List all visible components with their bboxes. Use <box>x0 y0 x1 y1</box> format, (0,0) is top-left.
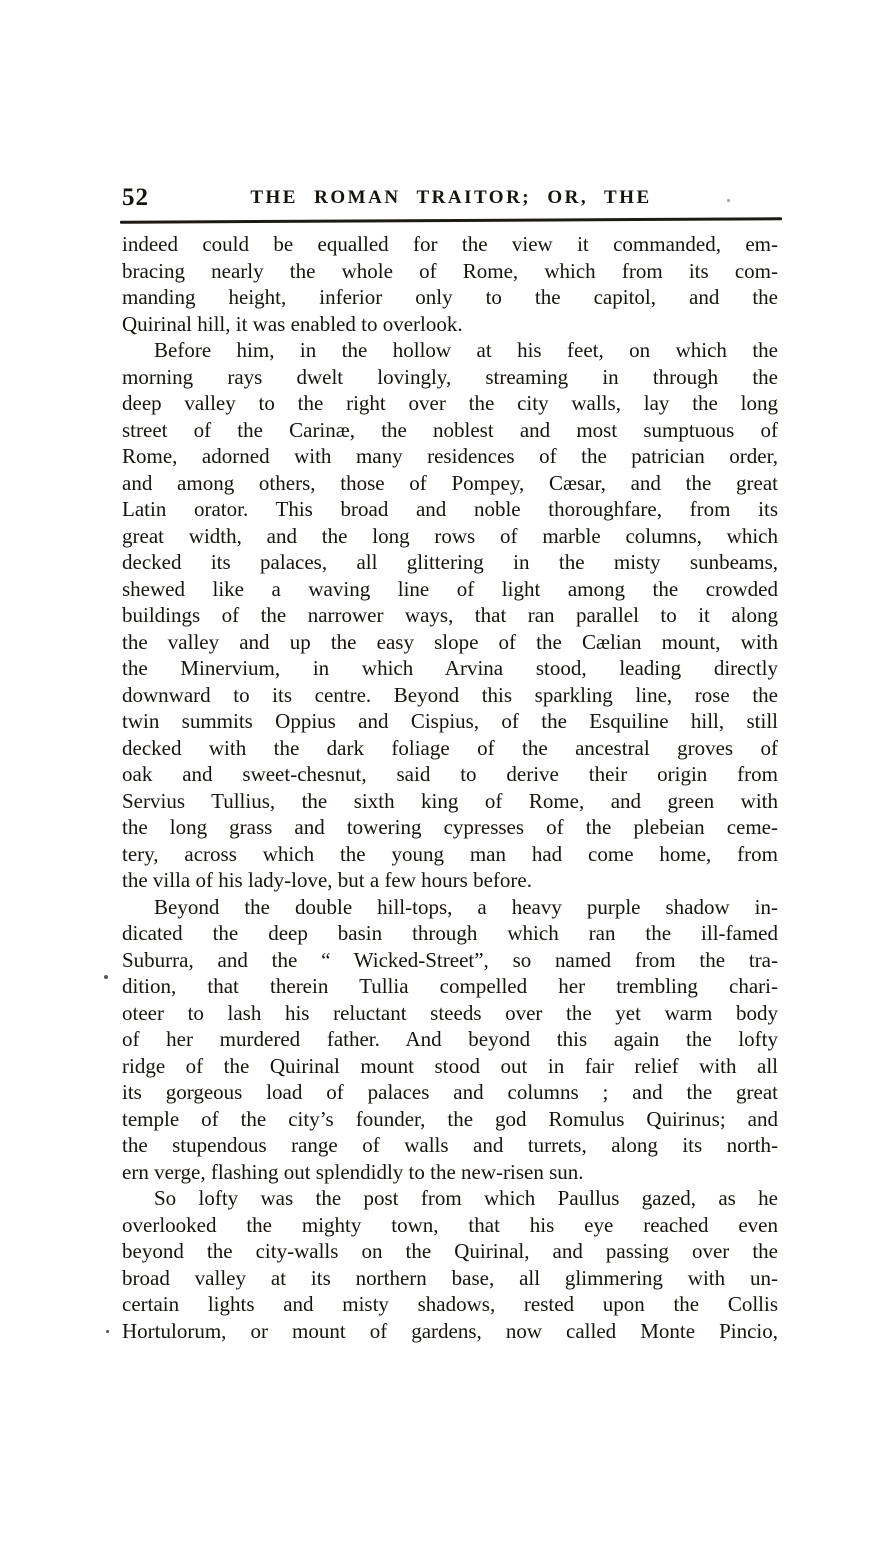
scan-speck <box>727 199 730 202</box>
text-line: manding height, inferior only to the capitol, and the <box>122 285 778 309</box>
text-line: shewed like a waving line of light among the crowded <box>122 576 778 601</box>
paragraph <box>122 1185 778 1344</box>
text-line: ridge of the Quirinal mount stood out in fair relief with all <box>122 1053 778 1078</box>
text-line: temple of the city’s founder, the god Romulus Quirinus; and <box>122 1106 778 1131</box>
text-line: the stupendous range of walls and turrets, along its north- <box>122 1133 778 1157</box>
text-line: deep valley to the right over the city walls, lay the long <box>122 391 778 415</box>
text-line: Servius Tullius, the sixth king of Rome, and green with <box>122 788 778 813</box>
text-line: dicated the deep basin through which ran the ill-famed <box>122 921 778 945</box>
text-line: Before him, in the hollow at his feet, on which the <box>154 338 778 362</box>
text-line: twin summits Oppius and Cispius, of the Esquiline hill, still <box>122 709 778 733</box>
text-line: tery, across which the young man had come home, from <box>122 841 778 866</box>
text-line: downward to its centre. Beyond this sparkling line, rose the <box>122 682 778 707</box>
text-line: the Minervium, in which Arvina stood, leading directly <box>122 656 778 680</box>
text-line: Rome, adorned with many residences of the patrician order, <box>122 444 778 468</box>
text-line: great width, and the long rows of marble columns, which <box>122 523 778 548</box>
paragraph <box>122 894 778 1186</box>
text-line: buildings of the narrower ways, that ran parallel to it along <box>122 603 778 627</box>
text-line: the villa of his lady-love, but a few hours before. <box>122 868 532 892</box>
text-line: broad valley at its northern base, all glimmering with un- <box>122 1265 778 1290</box>
paragraph <box>122 231 778 337</box>
text-line: Quirinal hill, it was enabled to overlook. <box>122 311 463 336</box>
paragraph <box>122 337 778 894</box>
text-line: the long grass and towering cypresses of the plebeian ceme- <box>122 815 778 839</box>
text-line: Suburra, and the “ Wicked-Street”, so named from the tra- <box>122 947 778 972</box>
text-line: Beyond the double hill-tops, a heavy purple shadow in- <box>154 894 778 919</box>
header-rule <box>120 217 782 223</box>
text-line: Hortulorum, or mount of gardens, now called Monte Pincio, <box>122 1318 778 1343</box>
text-line: oteer to lash his reluctant steeds over the yet warm body <box>122 1000 778 1025</box>
text-line: Latin orator. This broad and noble thoroughfare, from its <box>122 497 778 521</box>
text-line: and among others, those of Pompey, Cæsar, and the great <box>122 470 778 495</box>
page-number: 52 <box>122 184 149 211</box>
page-body-text <box>122 231 778 1344</box>
text-line: indeed could be equalled for the view it commanded, em- <box>122 232 778 256</box>
text-line: decked its palaces, all glittering in the misty sunbeams, <box>122 550 778 574</box>
text-line: bracing nearly the whole of Rome, which from its com- <box>122 258 778 283</box>
scan-speck <box>104 975 108 979</box>
text-line: morning rays dwelt lovingly, streaming in through the <box>122 364 778 389</box>
text-line: decked with the dark foliage of the ancestral groves of <box>122 735 778 760</box>
text-line: overlooked the mighty town, that his eye reached even <box>122 1212 778 1237</box>
text-line: street of the Carinæ, the noblest and most sumptuous of <box>122 417 778 442</box>
text-line: oak and sweet-chesnut, said to derive their origin from <box>122 762 778 786</box>
text-line: certain lights and misty shadows, rested upon the Collis <box>122 1292 778 1316</box>
text-line: the valley and up the easy slope of the Cælian mount, with <box>122 629 778 654</box>
scan-speck <box>106 1330 109 1333</box>
text-line: of her murdered father. And beyond this again the lofty <box>122 1027 778 1051</box>
running-title: THE ROMAN TRAITOR; OR, THE <box>250 187 652 208</box>
text-line: ern verge, flashing out splendidly to the new-risen sun. <box>122 1159 584 1184</box>
text-line: So lofty was the post from which Paullus gazed, as he <box>154 1186 778 1210</box>
text-line: beyond the city-walls on the Quirinal, and passing over the <box>122 1239 778 1263</box>
text-line: its gorgeous load of palaces and columns ; and the great <box>122 1080 778 1104</box>
text-line: dition, that therein Tullia compelled her trembling chari- <box>122 974 778 998</box>
page-header <box>122 184 780 214</box>
